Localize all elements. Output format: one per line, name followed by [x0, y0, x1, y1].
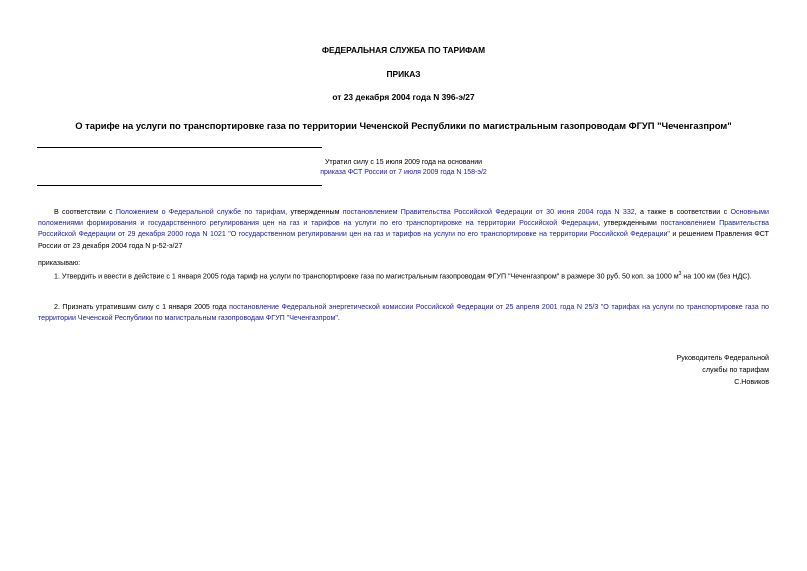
- document-type: ПРИКАЗ: [386, 69, 421, 79]
- status-note-text: Утратил силу с 15 июля 2009 года на основании: [324, 159, 483, 166]
- preamble-text: , утвержденным: [285, 208, 343, 216]
- item-2-text: 2. Признать утратившим силу с 1 января 2005 года: [54, 303, 230, 311]
- status-note: [0, 158, 807, 178]
- signature-block: [677, 352, 770, 388]
- preamble-text: , утвержденными: [598, 219, 661, 228]
- signer-position-line2: службы по тарифам: [702, 366, 769, 374]
- item-2-tail: .: [337, 314, 340, 323]
- preamble-text: и решением Правления ФСТ России от 23 декабря 2004 года N р-52-э/27: [38, 230, 769, 250]
- divider-bottom: [37, 185, 322, 186]
- order-item-1: [38, 269, 769, 283]
- preamble-paragraph: [38, 207, 769, 252]
- fek-resolution-link[interactable]: постановление Федеральной энергетической комиссии Российской Федерации от 25 апреля 2001 года N 25/3 "О тарифах на услуги по транспортировке газа по территории Чеченской Республики по магистральным газопроводам ФГУП "Чеченгазпром": [38, 303, 769, 323]
- government-decree-332-link[interactable]: постановлением Правительства Российской Федерации от 30 июня 2004 года N 332: [342, 208, 635, 216]
- cubic-superscript: 3: [678, 271, 682, 277]
- preamble-text: , а также в соответствии с: [634, 208, 731, 216]
- agency-name: ФЕДЕРАЛЬНАЯ СЛУЖБА ПО ТАРИФАМ: [321, 45, 486, 55]
- document-date-number: от 23 декабря 2004 года N 396-э/27: [332, 92, 475, 102]
- document-title: О тарифе на услуги по транспортировке газа по территории Чеченской Республики по магистральным газопроводам ФГУП "Чеченгазпром": [75, 120, 732, 131]
- preamble-text: В соответствии с: [54, 208, 116, 216]
- fst-regulation-link[interactable]: Положением о Федеральной службе по тарифам: [115, 208, 286, 216]
- signer-name: С.Новиков: [734, 378, 769, 386]
- order-item-2: [38, 302, 769, 324]
- item-1-tail: на 100 км (без НДС).: [681, 272, 752, 281]
- repeal-order-link[interactable]: приказа ФСТ России от 7 июля 2009 года N 158-э/2: [320, 169, 487, 176]
- government-decree-1021-link[interactable]: постановлением Правительства Российской Федерации от 29 декабря 2000 года N 1021 "О государственном регулировании цен на газ и тарифов на услуги по его транспортировке на территории Российской Федерации": [38, 219, 769, 239]
- item-1-text: 1. Утвердить и ввести в действие с 1 января 2005 года тариф на услуги по транспортировке газа по магистральным газопроводам ФГУП "Чеченгазпром" в размере 30 руб. 50 коп. за 1000 м: [54, 272, 679, 281]
- basic-provisions-link[interactable]: Основными положениями формирования и государственного регулирования цен на газ и тарифов на услуги по его транспортировке на территории Российской Федерации: [38, 208, 769, 228]
- signer-position-line1: Руководитель Федеральной: [676, 354, 769, 362]
- order-word: приказываю:: [38, 259, 81, 267]
- divider-top: [37, 147, 322, 148]
